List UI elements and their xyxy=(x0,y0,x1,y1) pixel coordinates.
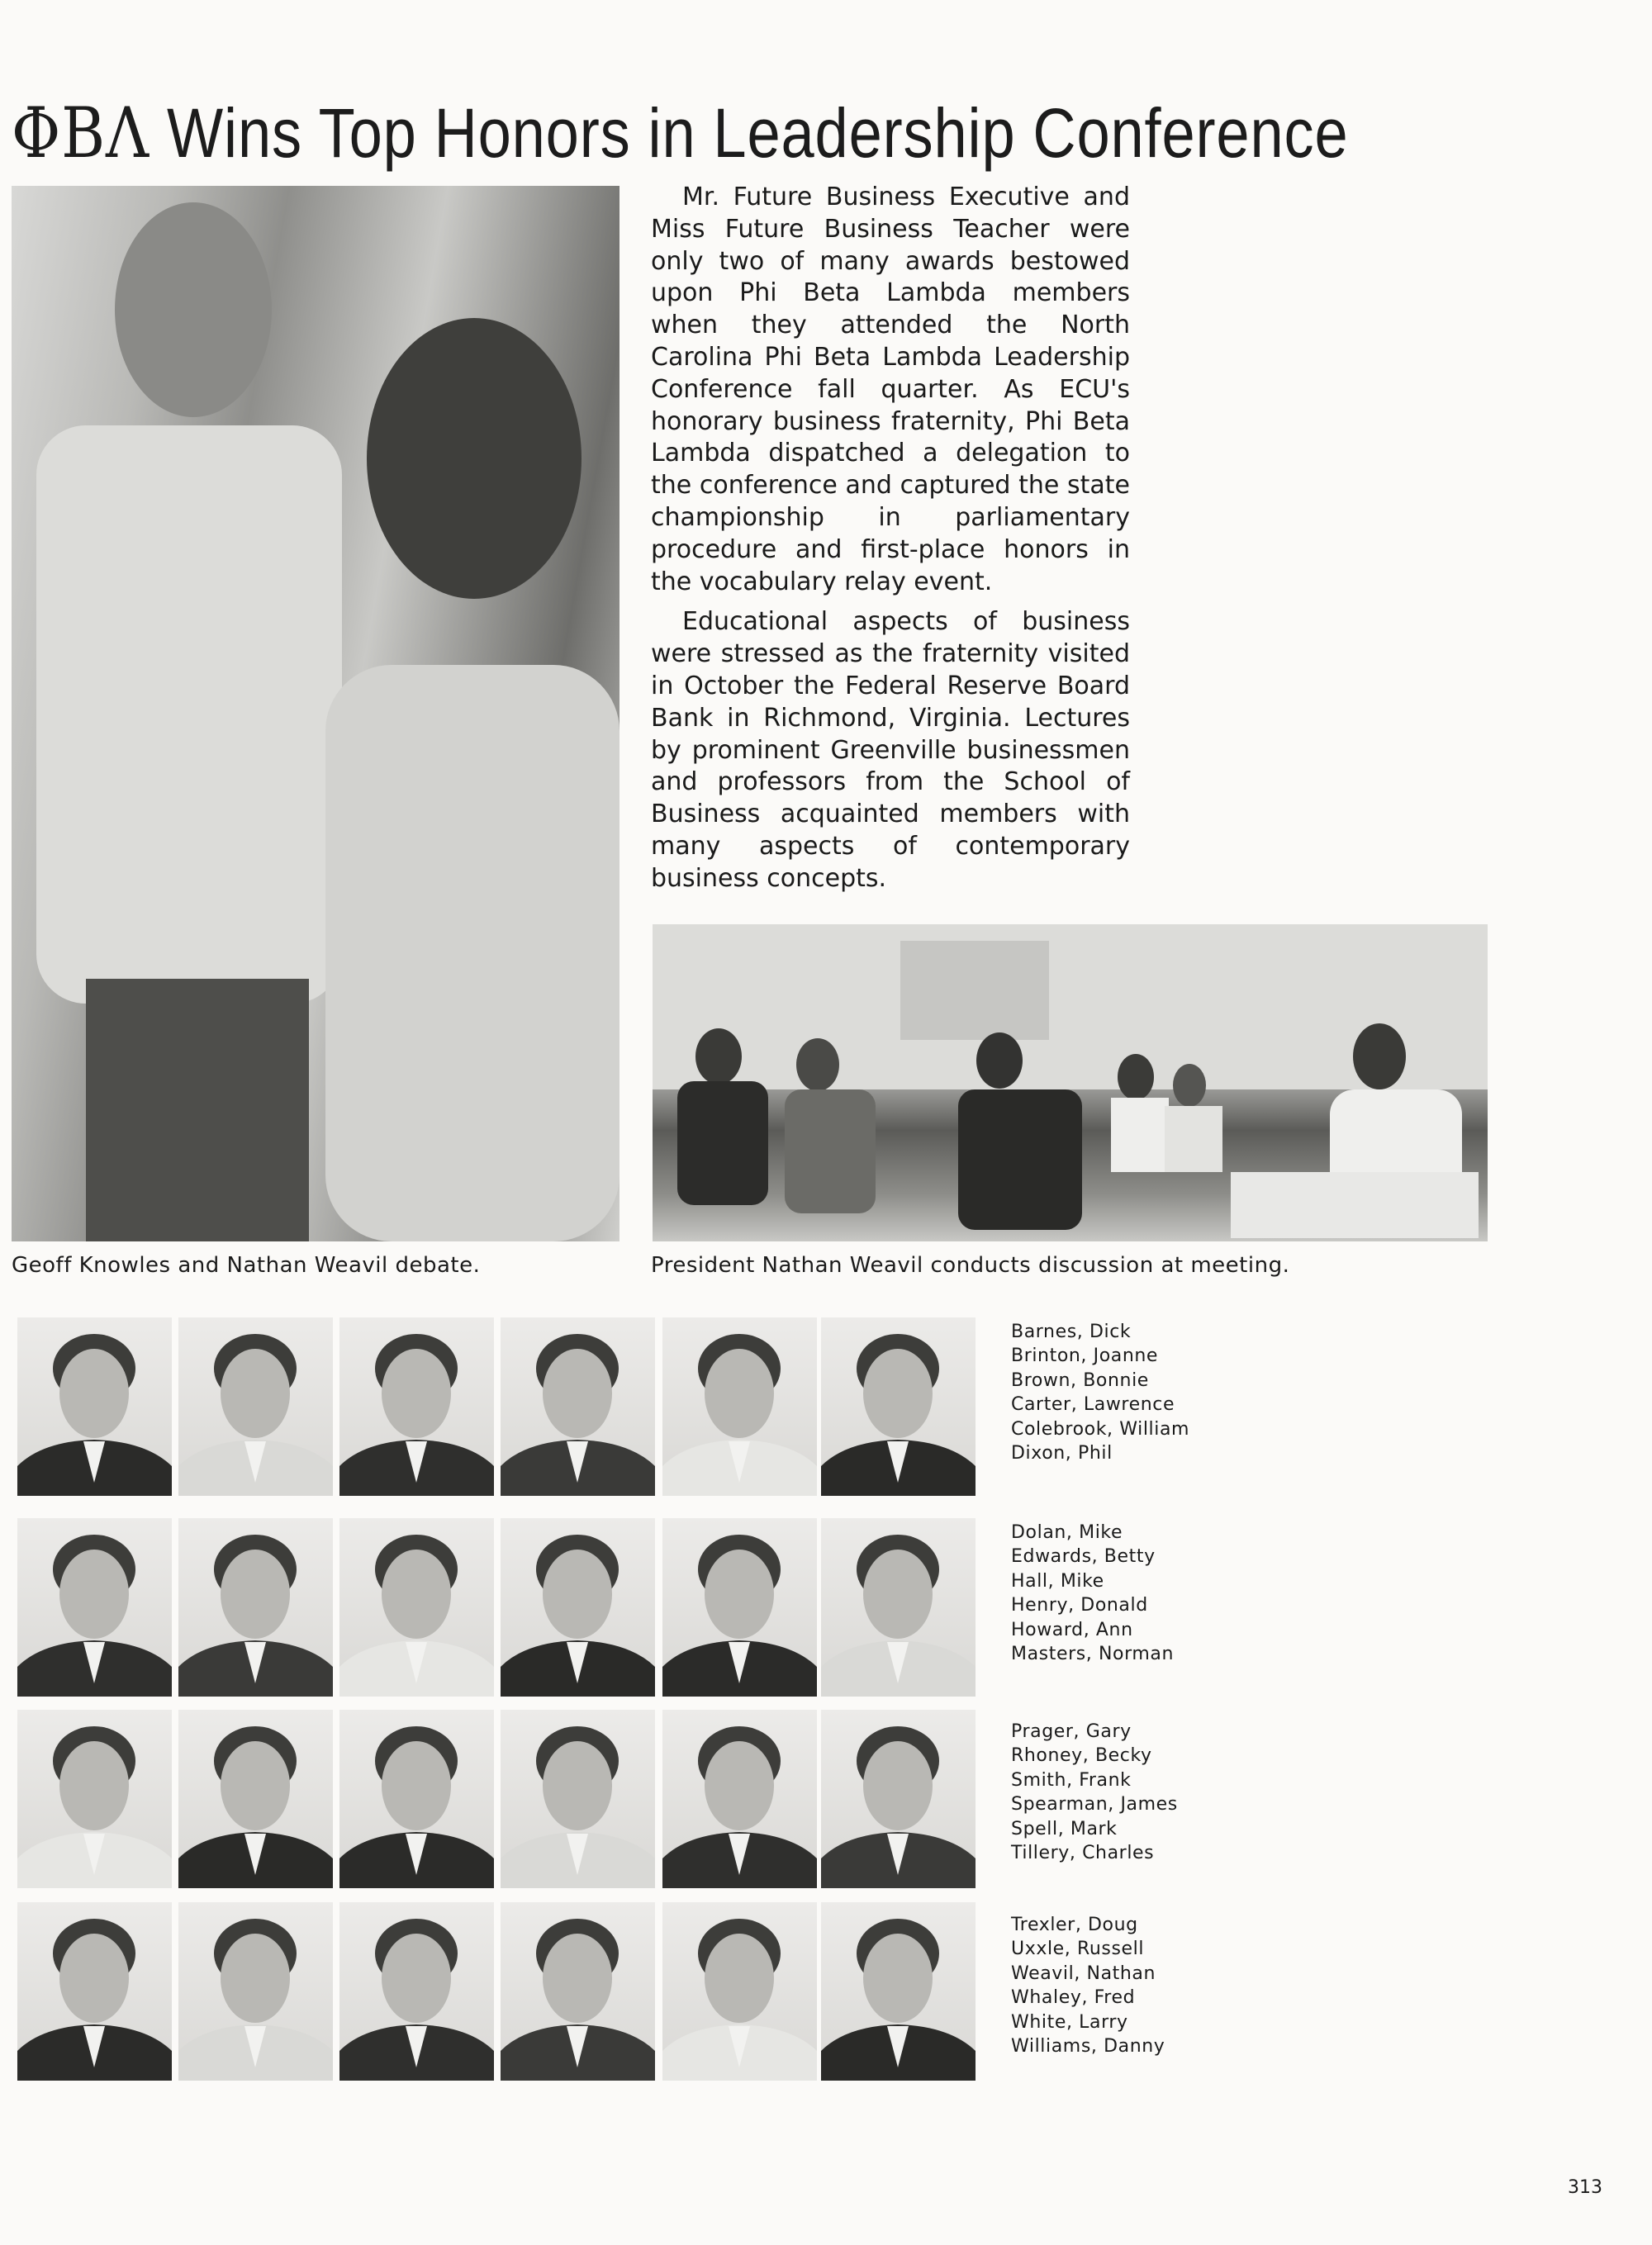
portrait-photo xyxy=(178,1710,333,1888)
portrait-photo xyxy=(662,1902,817,2081)
roster-name: Howard, Ann xyxy=(1011,1619,1133,1640)
roster-name: Dolan, Mike xyxy=(1011,1522,1123,1543)
photo2-caption: President Nathan Weavil conducts discussion at meeting. xyxy=(651,1253,1290,1278)
portrait-photo xyxy=(339,1902,494,2081)
roster-names-row-3 xyxy=(1011,1720,1178,1865)
portrait-photo xyxy=(501,1902,655,2081)
roster-name: Hall, Mike xyxy=(1011,1570,1104,1592)
title-text: Wins Top Honors in Leadership Conference xyxy=(167,94,1349,172)
portrait-photo xyxy=(662,1518,817,1697)
roster-name: Edwards, Betty xyxy=(1011,1546,1156,1568)
photo-two-students-debate xyxy=(12,186,620,1241)
article-paragraph: Mr. Future Business Executive and Miss Future Business Teacher were only two of many awards bestowed upon Phi Beta Lambda members when they attended the North Carolina Phi Beta Lambda Leadership Conference fall quarter. As ECU's honorary business fraternity, Phi Beta Lambda dispatched a delegation to the conference and captured the state championship in parliamentary procedure and first-place honors in the vocabulary relay event. xyxy=(651,183,1130,596)
portrait-photo xyxy=(821,1902,976,2081)
portrait-photo xyxy=(662,1710,817,1888)
portrait-photo xyxy=(17,1317,172,1496)
roster-name: Weavil, Nathan xyxy=(1011,1963,1156,1984)
portrait-photo xyxy=(501,1710,655,1888)
portrait-photo xyxy=(178,1317,333,1496)
portrait-photo xyxy=(339,1710,494,1888)
portrait-photo xyxy=(662,1317,817,1496)
portrait-photo xyxy=(178,1902,333,2081)
roster-name: Barnes, Dick xyxy=(1011,1322,1132,1342)
roster-name: Prager, Gary xyxy=(1011,1721,1132,1742)
roster-name: Tillery, Charles xyxy=(1011,1843,1155,1864)
roster-name: Carter, Lawrence xyxy=(1011,1394,1175,1416)
page-number: 313 xyxy=(1568,2177,1602,2198)
roster-name: Brown, Bonnie xyxy=(1011,1369,1149,1391)
roster-names-row-4 xyxy=(1011,1913,1165,2058)
roster-names-row-1 xyxy=(1011,1320,1189,1465)
portrait-photo xyxy=(501,1317,655,1496)
photo1-caption: Geoff Knowles and Nathan Weavil debate. xyxy=(12,1253,481,1278)
portrait-photo xyxy=(178,1518,333,1697)
roster-name: Masters, Norman xyxy=(1011,1644,1175,1665)
portrait-photo xyxy=(17,1710,172,1888)
portrait-photo xyxy=(339,1317,494,1496)
roster-name: Spell, Mark xyxy=(1011,1818,1118,1839)
portrait-photo xyxy=(821,1518,976,1697)
roster-name: Rhoney, Becky xyxy=(1011,1745,1152,1767)
portrait-photo xyxy=(501,1518,655,1697)
page-title xyxy=(12,93,1348,173)
roster-name: Dixon, Phil xyxy=(1011,1443,1113,1464)
portrait-photo xyxy=(821,1710,976,1888)
article-body xyxy=(651,182,1130,895)
roster-name: Henry, Donald xyxy=(1011,1595,1148,1616)
roster-name: Brinton, Joanne xyxy=(1011,1346,1159,1367)
portrait-photo xyxy=(821,1317,976,1496)
portrait-photo xyxy=(339,1518,494,1697)
roster-name: White, Larry xyxy=(1011,2011,1128,2033)
portrait-photo xyxy=(17,1902,172,2081)
photo-meeting-discussion xyxy=(653,924,1488,1241)
roster-name: Whaley, Fred xyxy=(1011,1987,1136,2009)
portrait-photo xyxy=(17,1518,172,1697)
roster-name: Colebrook, William xyxy=(1011,1418,1190,1440)
roster-names-row-2 xyxy=(1011,1521,1174,1666)
title-greek-letters: ΦΒΛ xyxy=(12,93,150,173)
roster-name: Williams, Danny xyxy=(1011,2036,1165,2058)
article-paragraph: Educational aspects of business were stressed as the fraternity visited in October the Federal Reserve Board Bank in Richmond, Virginia. Lectures by prominent Greenville businessmen and professors from the School of Business acquainted members with many aspects of contemporary business concepts. xyxy=(651,607,1130,893)
roster-name: Smith, Frank xyxy=(1011,1769,1132,1791)
roster-name: Uxxle, Russell xyxy=(1011,1939,1145,1960)
roster-name: Trexler, Doug xyxy=(1011,1915,1138,1935)
roster-name: Spearman, James xyxy=(1011,1794,1178,1815)
